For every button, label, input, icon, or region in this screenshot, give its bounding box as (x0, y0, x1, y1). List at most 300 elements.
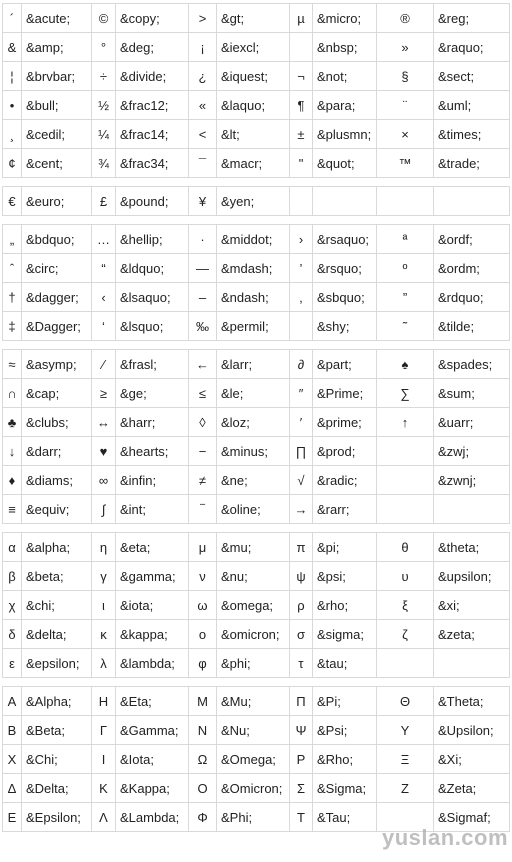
entity-code: &rdquo; (434, 283, 510, 312)
entity-char: … (92, 225, 116, 254)
entity-code: &ndash; (217, 283, 290, 312)
entity-code: &uml; (434, 91, 510, 120)
entity-code: &omicron; (217, 620, 290, 649)
entity-code: &hellip; (116, 225, 189, 254)
entity-code: &shy; (313, 312, 377, 341)
entity-code: &Gamma; (116, 716, 189, 745)
entity-char: ξ (377, 591, 434, 620)
entity-char: π (290, 533, 313, 562)
entity-char: Δ (3, 774, 22, 803)
entity-char: β (3, 562, 22, 591)
entity-code: &copy; (116, 4, 189, 33)
entity-code: &rarr; (313, 495, 377, 524)
entity-char: • (3, 91, 22, 120)
entity-char: ∑ (377, 379, 434, 408)
entity-code: &cedil; (22, 120, 92, 149)
entity-code: &Iota; (116, 745, 189, 774)
entity-char: ¾ (92, 149, 116, 178)
entity-code: &Rho; (313, 745, 377, 774)
entity-char: φ (189, 649, 217, 678)
entity-char: & (3, 33, 22, 62)
entity-char: Π (290, 687, 313, 716)
entity-code: &circ; (22, 254, 92, 283)
entity-char: κ (92, 620, 116, 649)
entity-char: α (3, 533, 22, 562)
entity-char: Σ (290, 774, 313, 803)
entity-code: &tau; (313, 649, 377, 678)
entity-code: &Alpha; (22, 687, 92, 716)
entity-table (2, 349, 510, 524)
entity-code: &amp; (22, 33, 92, 62)
entity-char: ∞ (92, 466, 116, 495)
table-row (3, 620, 510, 649)
entity-code: &spades; (434, 350, 510, 379)
entity-code: &plusmn; (313, 120, 377, 149)
entity-char: ‹ (92, 283, 116, 312)
entity-char: → (290, 495, 313, 524)
entity-code (434, 187, 510, 216)
entity-char: ψ (290, 562, 313, 591)
entity-table (2, 532, 510, 678)
entity-char: „ (3, 225, 22, 254)
entity-code: &dagger; (22, 283, 92, 312)
entity-code: &Zeta; (434, 774, 510, 803)
entity-code: &Tau; (313, 803, 377, 832)
entity-char: ¯ (189, 149, 217, 178)
entity-char: Ε (3, 803, 22, 832)
entity-char: τ (290, 649, 313, 678)
entity-code: &ordm; (434, 254, 510, 283)
entity-tables (2, 3, 509, 840)
entity-code: &zwj; (434, 437, 510, 466)
entity-code: &psi; (313, 562, 377, 591)
entity-char: ˜ (377, 312, 434, 341)
entity-code: &hearts; (116, 437, 189, 466)
entity-char: Ρ (290, 745, 313, 774)
entity-char: Υ (377, 716, 434, 745)
table-row (3, 408, 510, 437)
entity-char: − (189, 437, 217, 466)
entity-code (313, 187, 377, 216)
entity-char: ¼ (92, 120, 116, 149)
entity-char: ˆ (3, 254, 22, 283)
entity-char: Λ (92, 803, 116, 832)
entity-char: ♦ (3, 466, 22, 495)
entity-char: · (189, 225, 217, 254)
entity-code: &Upsilon; (434, 716, 510, 745)
entity-code: &Lambda; (116, 803, 189, 832)
entity-code: &Sigmaf; (434, 803, 510, 832)
entity-char: ´ (3, 4, 22, 33)
entity-char: Ψ (290, 716, 313, 745)
entity-code: &Beta; (22, 716, 92, 745)
entity-code: &lambda; (116, 649, 189, 678)
entity-code: &theta; (434, 533, 510, 562)
entity-char: ″ (290, 379, 313, 408)
entity-code: &frac34; (116, 149, 189, 178)
entity-code: &mu; (217, 533, 290, 562)
entity-char: Α (3, 687, 22, 716)
entity-table (2, 686, 510, 832)
entity-char: ® (377, 4, 434, 33)
entity-code: &Mu; (217, 687, 290, 716)
entity-char: Κ (92, 774, 116, 803)
table-row (3, 225, 510, 254)
entity-code: &bull; (22, 91, 92, 120)
entity-code: &tilde; (434, 312, 510, 341)
entity-char: © (92, 4, 116, 33)
table-row (3, 120, 510, 149)
entity-char: Χ (3, 745, 22, 774)
entity-code: &Prime; (313, 379, 377, 408)
entity-char (290, 312, 313, 341)
entity-char: Γ (92, 716, 116, 745)
table-row (3, 745, 510, 774)
entity-char: μ (189, 533, 217, 562)
entity-table (2, 186, 510, 216)
entity-code: &ordf; (434, 225, 510, 254)
entity-char: ¢ (3, 149, 22, 178)
entity-char: ≥ (92, 379, 116, 408)
entity-code: &laquo; (217, 91, 290, 120)
entity-char: ∫ (92, 495, 116, 524)
entity-code: &alpha; (22, 533, 92, 562)
entity-code: &chi; (22, 591, 92, 620)
entity-char (377, 649, 434, 678)
entity-code: &quot; (313, 149, 377, 178)
entity-code: &lt; (217, 120, 290, 149)
entity-char: – (189, 283, 217, 312)
entity-char: ◊ (189, 408, 217, 437)
entity-code: &upsilon; (434, 562, 510, 591)
entity-code: &ge; (116, 379, 189, 408)
entity-table (2, 3, 510, 178)
entity-char: › (290, 225, 313, 254)
table-row (3, 4, 510, 33)
entity-code: &brvbar; (22, 62, 92, 91)
entity-code: &delta; (22, 620, 92, 649)
entity-char: ↔ (92, 408, 116, 437)
entity-char: χ (3, 591, 22, 620)
entity-code: &sum; (434, 379, 510, 408)
table-row (3, 562, 510, 591)
entity-code: &raquo; (434, 33, 510, 62)
entity-char (290, 33, 313, 62)
entity-code: &phi; (217, 649, 290, 678)
entity-char: θ (377, 533, 434, 562)
entity-char: Ξ (377, 745, 434, 774)
entity-code: &pound; (116, 187, 189, 216)
entity-code: &Kappa; (116, 774, 189, 803)
entity-char: ™ (377, 149, 434, 178)
entity-char: √ (290, 466, 313, 495)
entity-char: ∩ (3, 379, 22, 408)
entity-code: &zwnj; (434, 466, 510, 495)
entity-char: “ (92, 254, 116, 283)
entity-char: ♣ (3, 408, 22, 437)
entity-code: &int; (116, 495, 189, 524)
entity-char: € (3, 187, 22, 216)
table-row (3, 437, 510, 466)
entity-code: &cent; (22, 149, 92, 178)
entity-char: ¨ (377, 91, 434, 120)
entity-code: &middot; (217, 225, 290, 254)
entity-code: &xi; (434, 591, 510, 620)
entity-code: &divide; (116, 62, 189, 91)
entity-char: Μ (189, 687, 217, 716)
entity-char: < (189, 120, 217, 149)
table-row (3, 187, 510, 216)
entity-char (290, 187, 313, 216)
entity-char (377, 466, 434, 495)
entity-code: &equiv; (22, 495, 92, 524)
entity-code: &prime; (313, 408, 377, 437)
entity-char: Ο (189, 774, 217, 803)
entity-char: ≤ (189, 379, 217, 408)
table-row (3, 495, 510, 524)
entity-code: &frac14; (116, 120, 189, 149)
entity-code: &le; (217, 379, 290, 408)
entity-char: ± (290, 120, 313, 149)
entity-code: &Phi; (217, 803, 290, 832)
entity-code: &Psi; (313, 716, 377, 745)
entity-char: Ν (189, 716, 217, 745)
entity-code: &ldquo; (116, 254, 189, 283)
entity-char: Τ (290, 803, 313, 832)
entity-char: > (189, 4, 217, 33)
table-row (3, 466, 510, 495)
entity-code: &Omicron; (217, 774, 290, 803)
entity-char: ζ (377, 620, 434, 649)
entity-code: &minus; (217, 437, 290, 466)
entity-char: µ (290, 4, 313, 33)
entity-char: ≡ (3, 495, 22, 524)
entity-char: ½ (92, 91, 116, 120)
entity-code: &frac12; (116, 91, 189, 120)
entity-code: &Chi; (22, 745, 92, 774)
entity-char (377, 437, 434, 466)
entity-code (434, 495, 510, 524)
entity-char: ¸ (3, 120, 22, 149)
entity-char (377, 187, 434, 216)
entity-code: &Delta; (22, 774, 92, 803)
entity-code: &part; (313, 350, 377, 379)
entity-code: &times; (434, 120, 510, 149)
entity-code (434, 649, 510, 678)
entity-code: &euro; (22, 187, 92, 216)
entity-code: &sigma; (313, 620, 377, 649)
entity-char: § (377, 62, 434, 91)
entity-char: ¡ (189, 33, 217, 62)
table-row (3, 283, 510, 312)
entity-code: &rsaquo; (313, 225, 377, 254)
entity-code: &sbquo; (313, 283, 377, 312)
entity-code: &omega; (217, 591, 290, 620)
entity-code: &acute; (22, 4, 92, 33)
entity-char: Ω (189, 745, 217, 774)
entity-code: &Nu; (217, 716, 290, 745)
entity-code: &mdash; (217, 254, 290, 283)
entity-code: &asymp; (22, 350, 92, 379)
entity-code: &ne; (217, 466, 290, 495)
entity-code: &Omega; (217, 745, 290, 774)
entity-char: ∂ (290, 350, 313, 379)
entity-code: &eta; (116, 533, 189, 562)
entity-code: &Dagger; (22, 312, 92, 341)
entity-code: &frasl; (116, 350, 189, 379)
entity-code: &darr; (22, 437, 92, 466)
entity-char: ‘ (92, 312, 116, 341)
entity-char: ¬ (290, 62, 313, 91)
entity-char: ¦ (3, 62, 22, 91)
entity-char: ♥ (92, 437, 116, 466)
entity-code: &micro; (313, 4, 377, 33)
entity-code: &gt; (217, 4, 290, 33)
entity-code: &pi; (313, 533, 377, 562)
entity-char: ‰ (189, 312, 217, 341)
entity-char: υ (377, 562, 434, 591)
table-row (3, 774, 510, 803)
entity-code: &sect; (434, 62, 510, 91)
entity-char: « (189, 91, 217, 120)
entity-code: &Xi; (434, 745, 510, 774)
entity-code: &radic; (313, 466, 377, 495)
entity-code: &beta; (22, 562, 92, 591)
entity-char: † (3, 283, 22, 312)
entity-code: &iexcl; (217, 33, 290, 62)
entity-char: ↓ (3, 437, 22, 466)
table-row (3, 350, 510, 379)
entity-char: ” (377, 283, 434, 312)
entity-char: ω (189, 591, 217, 620)
entity-code: &macr; (217, 149, 290, 178)
entity-char: ¶ (290, 91, 313, 120)
table-row (3, 33, 510, 62)
entity-code: &rho; (313, 591, 377, 620)
table-row (3, 533, 510, 562)
entity-char: º (377, 254, 434, 283)
entity-char: σ (290, 620, 313, 649)
entity-char: — (189, 254, 217, 283)
entity-char: Β (3, 716, 22, 745)
entity-code: &Sigma; (313, 774, 377, 803)
entity-char: ∏ (290, 437, 313, 466)
table-row (3, 379, 510, 408)
entity-code: &reg; (434, 4, 510, 33)
entity-char: η (92, 533, 116, 562)
entity-char (377, 495, 434, 524)
entity-char: ÷ (92, 62, 116, 91)
entity-code: &not; (313, 62, 377, 91)
table-row (3, 591, 510, 620)
entity-code: &zeta; (434, 620, 510, 649)
entity-char: Ι (92, 745, 116, 774)
entity-char: Ζ (377, 774, 434, 803)
entity-char: ⁄ (92, 350, 116, 379)
entity-code: &Theta; (434, 687, 510, 716)
entity-code: &harr; (116, 408, 189, 437)
entity-char: ¥ (189, 187, 217, 216)
entity-char: Φ (189, 803, 217, 832)
table-row (3, 312, 510, 341)
entity-code: &clubs; (22, 408, 92, 437)
entity-char: ‚ (290, 283, 313, 312)
table-row (3, 649, 510, 678)
entity-char: " (290, 149, 313, 178)
entity-char: Θ (377, 687, 434, 716)
entity-char: ρ (290, 591, 313, 620)
entity-code: &nu; (217, 562, 290, 591)
entity-char: ο (189, 620, 217, 649)
entity-char: ν (189, 562, 217, 591)
table-row (3, 687, 510, 716)
entity-code: &loz; (217, 408, 290, 437)
entity-code: &yen; (217, 187, 290, 216)
entity-code: &permil; (217, 312, 290, 341)
entity-code: &nbsp; (313, 33, 377, 62)
entity-code: &lsquo; (116, 312, 189, 341)
entity-char: £ (92, 187, 116, 216)
entity-code: &uarr; (434, 408, 510, 437)
entity-code: &iota; (116, 591, 189, 620)
entity-code: &deg; (116, 33, 189, 62)
entity-code: &lsaquo; (116, 283, 189, 312)
entity-code: &prod; (313, 437, 377, 466)
table-row (3, 149, 510, 178)
entity-char: δ (3, 620, 22, 649)
table-row (3, 62, 510, 91)
entity-char: × (377, 120, 434, 149)
entity-code: &gamma; (116, 562, 189, 591)
entity-char: ‾ (189, 495, 217, 524)
entity-char: Η (92, 687, 116, 716)
entity-code: &iquest; (217, 62, 290, 91)
entity-char: ι (92, 591, 116, 620)
table-row (3, 716, 510, 745)
entity-char: ← (189, 350, 217, 379)
entity-char: ª (377, 225, 434, 254)
entity-code: &Epsilon; (22, 803, 92, 832)
entity-char: γ (92, 562, 116, 591)
entity-code: &oline; (217, 495, 290, 524)
entity-code: &bdquo; (22, 225, 92, 254)
entity-code: &larr; (217, 350, 290, 379)
entity-char: ♠ (377, 350, 434, 379)
table-row (3, 91, 510, 120)
entity-code: &cap; (22, 379, 92, 408)
entity-char: ε (3, 649, 22, 678)
entity-char: ‡ (3, 312, 22, 341)
entity-code: &infin; (116, 466, 189, 495)
entity-code: &epsilon; (22, 649, 92, 678)
entity-char: » (377, 33, 434, 62)
entity-code: &para; (313, 91, 377, 120)
entity-code: &rsquo; (313, 254, 377, 283)
table-row (3, 254, 510, 283)
entity-char: ↑ (377, 408, 434, 437)
entity-char: ° (92, 33, 116, 62)
entity-char: ¿ (189, 62, 217, 91)
entity-code: &trade; (434, 149, 510, 178)
entity-code: &Eta; (116, 687, 189, 716)
entity-code: &Pi; (313, 687, 377, 716)
entity-char: λ (92, 649, 116, 678)
entity-char: ’ (290, 254, 313, 283)
entity-table (2, 224, 510, 341)
entity-char: ≠ (189, 466, 217, 495)
watermark: yuslan.com (382, 825, 509, 850)
entity-char: ≈ (3, 350, 22, 379)
